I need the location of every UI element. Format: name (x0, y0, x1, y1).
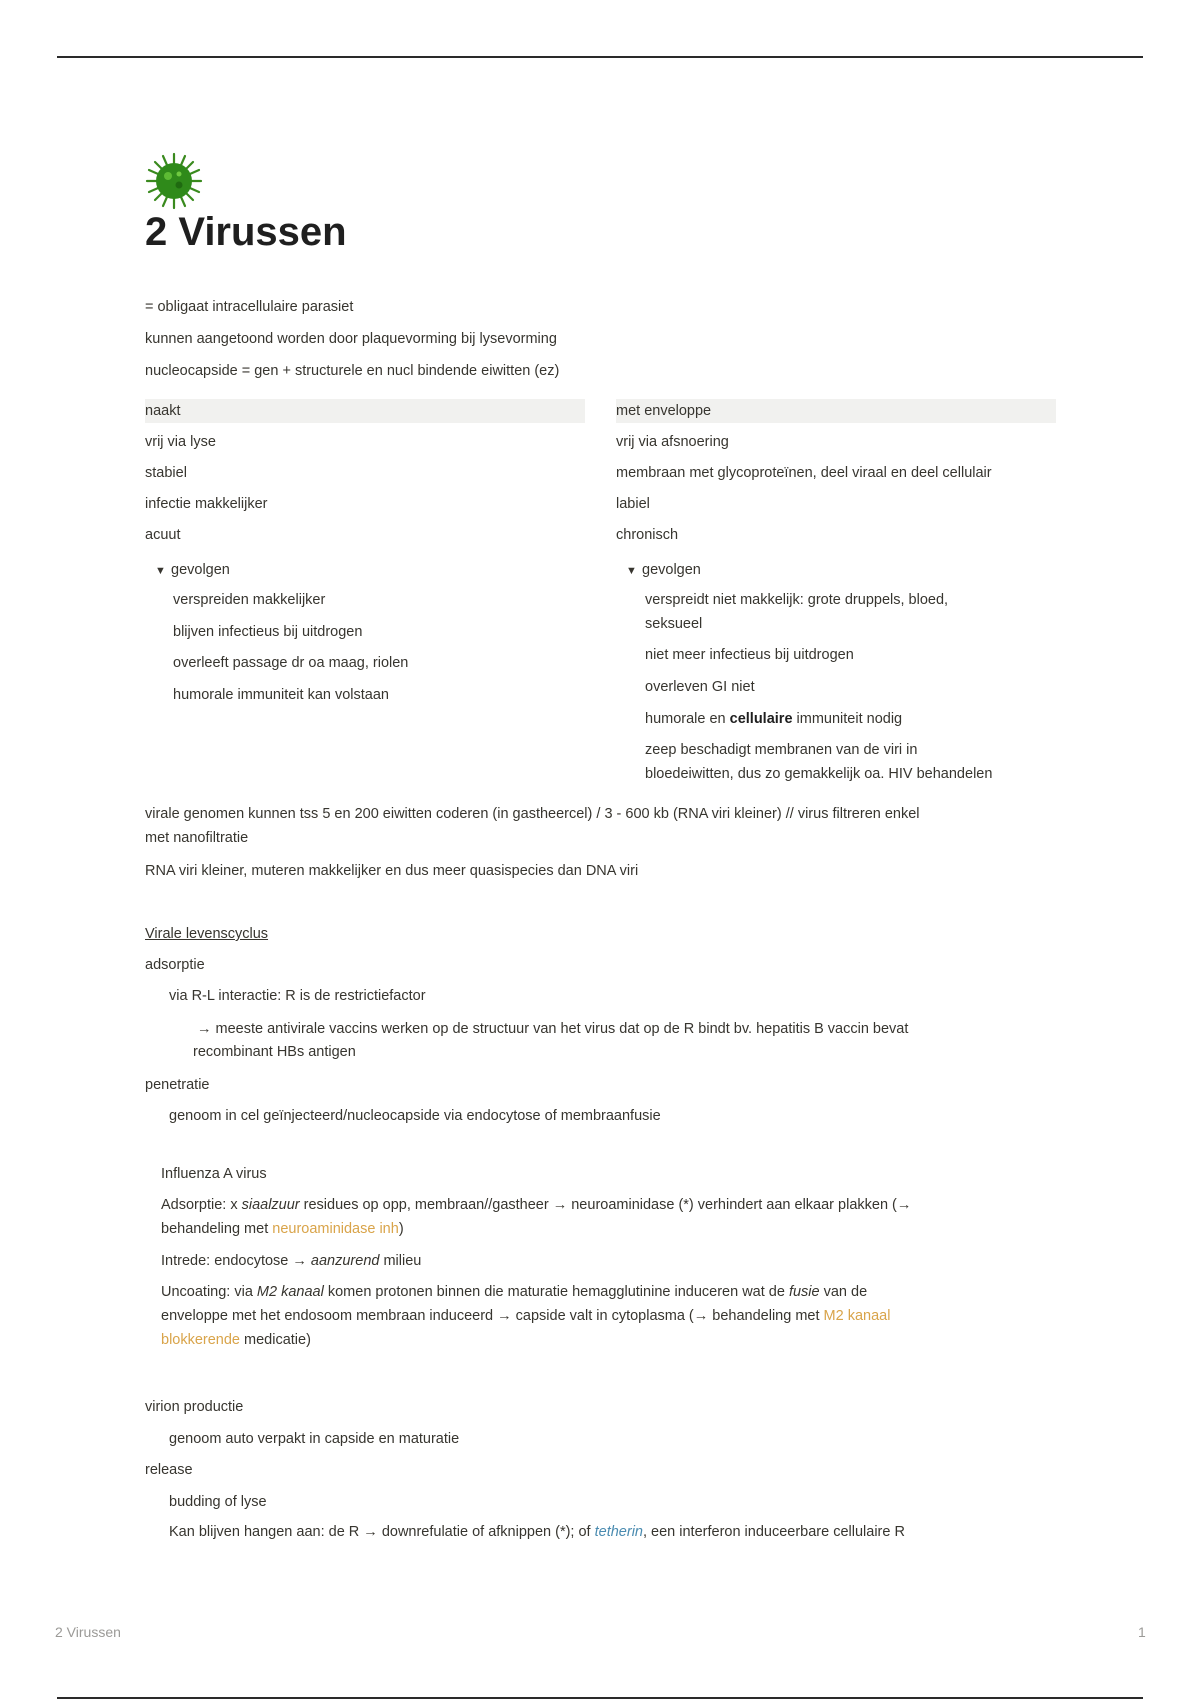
virus-icon (145, 152, 203, 210)
lifecycle-sub: via R-L interactie: R is de restrictiefactor (169, 988, 426, 1004)
bold-text: cellulaire (729, 711, 793, 727)
lifecycle-sub: genoom auto verpakt in capside en maturatie (169, 1431, 460, 1447)
right-row: labiel (616, 496, 650, 512)
lifecycle-sub (169, 1520, 905, 1544)
text: residues op opp, membraan//gastheer → neuroaminidase (*) verhindert aan elkaar plakken (→ (299, 1197, 912, 1213)
text: komen protonen binnen die maturatie hemagglutinine induceren wat de (323, 1284, 789, 1300)
influenza-line (161, 1280, 867, 1304)
lifecycle-heading: Virale levenscyclus (145, 926, 269, 942)
text: ) (398, 1221, 404, 1237)
text: Adsorptie: x (161, 1197, 242, 1213)
table-header-naakt: naakt (145, 399, 585, 423)
toggle-label: gevolgen (171, 562, 230, 578)
page-title: 2 Virussen (145, 210, 347, 254)
highlight-text: tetherin (594, 1524, 643, 1540)
lifecycle-step: release (145, 1462, 193, 1478)
table-header-enveloppe: met enveloppe (616, 399, 1056, 423)
left-item: humorale immuniteit kan volstaan (173, 687, 389, 703)
left-row: infectie makkelijker (145, 496, 268, 512)
left-row: vrij via lyse (145, 434, 216, 450)
right-item: niet meer infectieus bij uitdrogen (645, 647, 854, 663)
influenza-line (161, 1217, 404, 1241)
italic-text: aanzurend (310, 1253, 380, 1269)
lifecycle-step: adsorptie (145, 957, 205, 973)
genome-line: met nanofiltratie (145, 830, 249, 846)
highlight-text: M2 kanaal (823, 1308, 891, 1324)
right-item (645, 707, 902, 731)
top-rule (57, 56, 1143, 58)
text: behandeling met (161, 1221, 273, 1237)
left-item: verspreiden makkelijker (173, 592, 326, 608)
influenza-line (161, 1193, 911, 1217)
text: , een interferon induceerbare cellulaire R (642, 1524, 905, 1540)
highlight-text: blokkerende (161, 1332, 240, 1348)
left-item: overleeft passage dr oa maag, riolen (173, 655, 409, 671)
right-row: chronisch (616, 527, 679, 543)
text: Intrede: endocytose → (161, 1253, 311, 1269)
highlight-text: neuroaminidase inh (272, 1221, 399, 1237)
intro-line-2: kunnen aangetoond worden door plaquevorming bij lysevorming (145, 331, 557, 347)
page-number: 1 (1138, 1624, 1146, 1640)
right-item: seksueel (645, 616, 703, 632)
right-row: membraan met glycoproteïnen, deel viraal en deel cellulair (616, 465, 992, 481)
italic-text: siaalzuur (241, 1197, 300, 1213)
toggle-label: gevolgen (642, 562, 701, 578)
lifecycle-step: virion productie (145, 1399, 244, 1415)
italic-text: fusie (788, 1284, 820, 1300)
influenza-line (161, 1328, 311, 1352)
left-row: stabiel (145, 465, 187, 481)
bottom-rule (57, 1697, 1143, 1699)
influenza-line (161, 1304, 890, 1328)
influenza-line (161, 1249, 421, 1273)
text: Uncoating: via (161, 1284, 257, 1300)
left-row: acuut (145, 527, 181, 543)
text: immuniteit nodig (792, 711, 903, 727)
genome-line: virale genomen kunnen tss 5 en 200 eiwitten coderen (in gastheercel) / 3 - 600 kb (RNA viri kleiner) // virus filtreren enkel (145, 806, 920, 822)
text: milieu (379, 1253, 422, 1269)
genome-line: RNA viri kleiner, muteren makkelijker en dus meer quasispecies dan DNA viri (145, 863, 639, 879)
text: medicatie) (240, 1332, 311, 1348)
italic-text: M2 kanaal (256, 1284, 324, 1300)
footer-title: 2 Virussen (55, 1624, 121, 1640)
right-item: zeep beschadigt membranen van de viri in (645, 742, 918, 758)
right-row: vrij via afsnoering (616, 434, 729, 450)
toggle-triangle-icon: ▼ (626, 565, 637, 577)
lifecycle-note: → meeste antivirale vaccins werken op de structuur van het virus dat op de R bindt bv. hepatitis B vaccin bevat (197, 1021, 909, 1037)
text: Kan blijven hangen aan: de R → downrefulatie of afknippen (*); of (169, 1524, 595, 1540)
right-item: verspreidt niet makkelijk: grote druppels, bloed, (645, 592, 949, 608)
intro-line-1: = obligaat intracellulaire parasiet (145, 299, 354, 315)
text: van de (819, 1284, 868, 1300)
text: enveloppe met het endosoom membraan induceerd → capside valt in cytoplasma (→ behandeling met (161, 1308, 824, 1324)
lifecycle-step: penetratie (145, 1077, 210, 1093)
lifecycle-sub: budding of lyse (169, 1494, 267, 1510)
toggle-triangle-icon: ▼ (155, 565, 166, 577)
influenza-title: Influenza A virus (161, 1166, 267, 1182)
left-toggle-gevolgen[interactable] (155, 558, 230, 583)
right-item: overleven GI niet (645, 679, 755, 695)
lifecycle-note: recombinant HBs antigen (193, 1044, 356, 1060)
text: humorale en (645, 711, 730, 727)
right-item: bloedeiwitten, dus zo gemakkelijk oa. HIV behandelen (645, 766, 993, 782)
right-toggle-gevolgen[interactable] (626, 558, 701, 583)
left-item: blijven infectieus bij uitdrogen (173, 624, 363, 640)
lifecycle-sub: genoom in cel geïnjecteerd/nucleocapside via endocytose of membraanfusie (169, 1108, 661, 1124)
intro-line-3: nucleocapside = gen + structurele en nucl bindende eiwitten (ez) (145, 363, 560, 379)
